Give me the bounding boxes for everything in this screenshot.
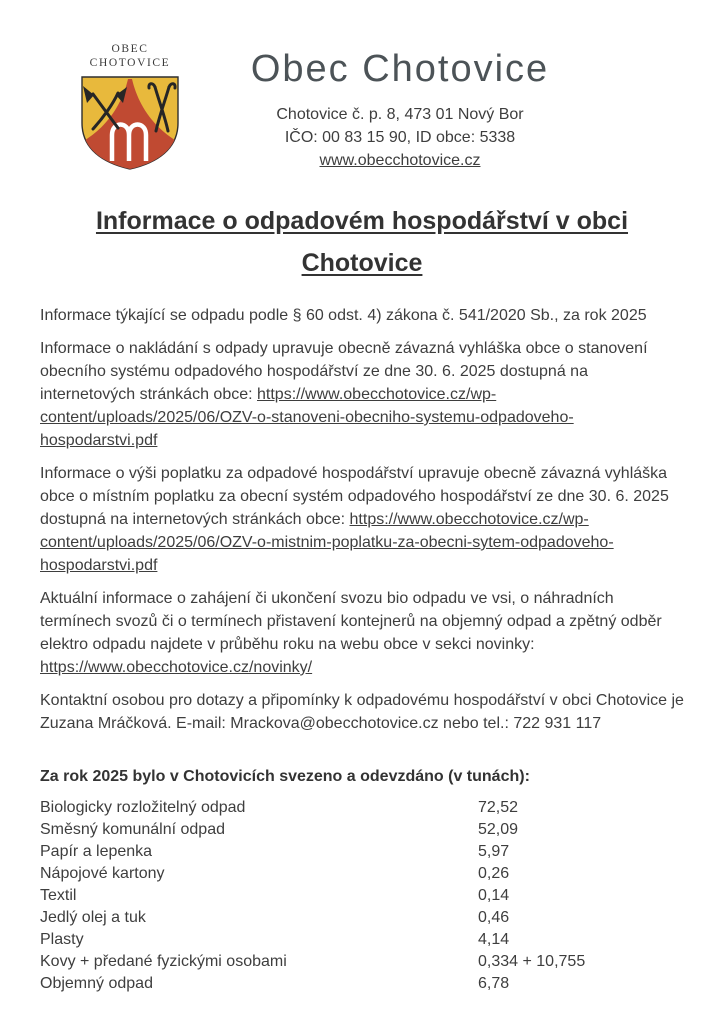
paragraph-text: Informace týkající se odpadu podle § 60 odst. 4) zákona č. 541/2020 Sb., za rok 2025 bbox=[40, 307, 647, 324]
table-row bbox=[40, 907, 684, 929]
address-line-2: IČO: 00 83 15 90, ID obce: 5338 bbox=[284, 129, 516, 146]
table-row bbox=[40, 885, 684, 907]
address-line-1: Chotovice č. p. 8, 473 01 Nový Bor bbox=[276, 106, 524, 123]
table-row bbox=[40, 951, 684, 973]
table-row bbox=[40, 973, 684, 995]
paragraph-text: Kontaktní osobou pro dotazy a připomínky k odpadovému hospodářství v obci Chotovice je Zuzana Mráčková. E-mail: Mrackova@obecchotovice.cz nebo tel.: 722 931 117 bbox=[40, 692, 684, 732]
waste-category-label: Kovy + předané fyzickými osobami bbox=[40, 953, 287, 970]
coat-of-arms-icon bbox=[75, 73, 185, 173]
waste-amount-value: 52,09 bbox=[478, 821, 519, 838]
paragraph-text: Aktuální informace o zahájení či ukončení svozu bio odpadu ve vsi, o náhradních termínech svozů či o termínech přistavení kontejnerů na objemný odpad a zpětný odběr elektro odpadu najdete v průběhu roku na webu obce v sekci novinky: bbox=[40, 590, 662, 653]
header-text-block bbox=[251, 48, 549, 172]
waste-category-label: Plasty bbox=[40, 931, 84, 948]
document-heading: Informace o odpadovém hospodářství v obci Chotovice bbox=[95, 207, 629, 277]
waste-amount-value: 0,46 bbox=[478, 909, 510, 926]
waste-amount-value: 0,14 bbox=[478, 887, 510, 904]
document-header bbox=[40, 42, 684, 192]
table-row bbox=[40, 863, 684, 885]
coat-of-arms bbox=[74, 42, 186, 173]
document-link[interactable]: https://www.obecchotovice.cz/novinky/ bbox=[40, 659, 313, 676]
waste-category-label: Papír a lepenka bbox=[40, 843, 153, 860]
paragraph bbox=[40, 462, 684, 577]
website-link[interactable]: www.obecchotovice.cz bbox=[319, 152, 481, 169]
table-row bbox=[40, 797, 684, 819]
table-row bbox=[40, 929, 684, 951]
waste-amount-value: 72,52 bbox=[478, 799, 519, 816]
document-link[interactable]: https://www.obecchotovice.cz/wp-content/uploads/2025/06/OZV-o-stanoveni-obecniho-systemu-odpadoveho-hospodarstvi.pdf bbox=[40, 386, 574, 449]
table-row bbox=[40, 819, 684, 841]
coat-of-arms-label-line2: CHOTOVICE bbox=[89, 57, 171, 69]
table-row bbox=[40, 841, 684, 863]
document-link[interactable]: https://www.obecchotovice.cz/wp-content/uploads/2025/06/OZV-o-mistnim-poplatku-za-obecni-sytem-odpadoveho-hospodarstvi.pdf bbox=[40, 511, 614, 574]
waste-table-title: Za rok 2025 bylo v Chotovicích svezeno a odevzdáno (v tunách): bbox=[40, 768, 530, 785]
paragraph bbox=[40, 689, 684, 735]
body-paragraphs bbox=[40, 304, 684, 735]
waste-amount-value: 4,14 bbox=[478, 931, 510, 948]
waste-category-label: Směsný komunální odpad bbox=[40, 821, 225, 838]
coat-of-arms-label-line1: OBEC bbox=[111, 43, 149, 55]
paragraph bbox=[40, 304, 684, 327]
waste-amount-value: 6,78 bbox=[478, 975, 510, 992]
coat-of-arms-label bbox=[74, 42, 186, 70]
paragraph bbox=[40, 337, 684, 452]
waste-category-label: Jedlý olej a tuk bbox=[40, 909, 146, 926]
waste-category-label: Objemný odpad bbox=[40, 975, 153, 992]
waste-category-label: Biologicky rozložitelný odpad bbox=[40, 799, 246, 816]
paragraph-text: Informace o výši poplatku za odpadové hospodářství upravuje obecně závazná vyhláška obce o místním poplatku za obecní systém odpadového hospodářství ze dne 30. 6. 2025 dostupná na internetových stránkách obce: bbox=[40, 465, 669, 528]
waste-category-label: Textil bbox=[40, 887, 77, 904]
waste-amount-value: 0,26 bbox=[478, 865, 510, 882]
page-title: Obec Chotovice bbox=[250, 48, 550, 90]
paragraph-text: Informace o nakládání s odpady upravuje obecně závazná vyhláška obce o stanovení obecního systému odpadového hospodářství ze dne 30. 6. 2025 dostupná na internetových stránkách obce: bbox=[40, 340, 648, 403]
waste-category-label: Nápojové kartony bbox=[40, 865, 165, 882]
waste-amount-value: 0,334 + 10,755 bbox=[478, 953, 586, 970]
waste-table bbox=[40, 797, 684, 995]
paragraph bbox=[40, 587, 684, 679]
waste-amount-value: 5,97 bbox=[478, 843, 510, 860]
